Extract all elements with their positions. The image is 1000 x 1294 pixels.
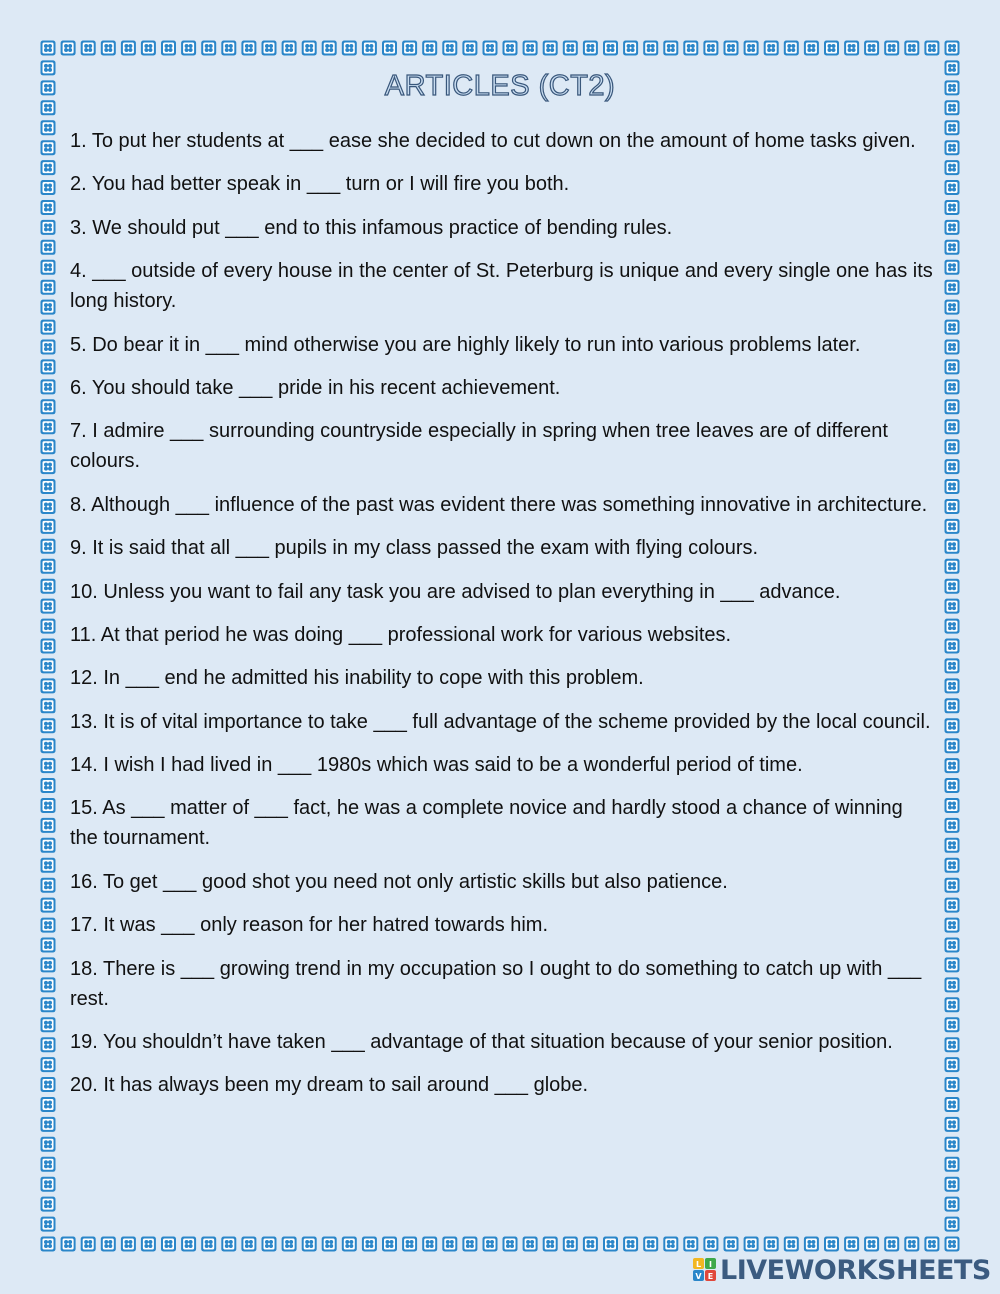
border-tile xyxy=(41,878,56,893)
border-tile xyxy=(282,41,297,56)
border-tile xyxy=(864,41,879,56)
border-tile xyxy=(41,539,56,554)
border-tile xyxy=(945,619,960,634)
border-tile xyxy=(221,41,236,56)
border-tile xyxy=(181,1237,196,1252)
question-item: 2. You had better speak in ___ turn or I will fire you both. xyxy=(70,173,570,196)
border-tile xyxy=(945,1217,960,1232)
border-tile xyxy=(422,41,437,56)
border-tile xyxy=(904,41,919,56)
border-tile xyxy=(945,957,960,972)
border-tile xyxy=(945,1197,960,1212)
border-tile xyxy=(945,1157,960,1172)
border-tile xyxy=(744,1237,759,1252)
question-item: 8. Although ___ influence of the past was evident there was something innovative in architecture. xyxy=(70,493,928,516)
border-tile xyxy=(784,1237,799,1252)
border-tile xyxy=(945,1237,960,1252)
border-tile xyxy=(41,918,56,933)
border-tile xyxy=(442,41,457,56)
border-tile xyxy=(402,1237,417,1252)
border-tile xyxy=(41,599,56,614)
border-tile xyxy=(422,1237,437,1252)
border-tile xyxy=(101,41,116,56)
question-item: 11. At that period he was doing ___ professional work for various websites. xyxy=(70,623,732,646)
border-tile xyxy=(945,698,960,713)
border-tile xyxy=(503,1237,518,1252)
question-item: 19. You shouldn’t have taken ___ advantage of that situation because of your senior position. xyxy=(70,1031,893,1054)
border-tile xyxy=(41,758,56,773)
border-tile xyxy=(41,639,56,654)
border-tile xyxy=(302,1237,317,1252)
border-tile xyxy=(945,878,960,893)
border-tile xyxy=(322,1237,337,1252)
question-item: 10. Unless you want to fail any task you are advised to plan everything in ___ advance. xyxy=(70,580,841,603)
border-tile xyxy=(945,280,960,295)
border-tile xyxy=(945,340,960,355)
question-item: 13. It is of vital importance to take ___ full advantage of the scheme provided by the local council. xyxy=(70,710,931,733)
question-item: 7. I admire ___ surrounding countryside especially in spring when tree leaves are of different colours. xyxy=(70,420,888,473)
border-tile xyxy=(523,41,538,56)
question-item: 12. In ___ end he admitted his inability to cope with this problem. xyxy=(70,667,644,690)
border-tile xyxy=(262,41,277,56)
border-tile xyxy=(342,1237,357,1252)
border-tile xyxy=(945,499,960,514)
border-tile xyxy=(201,1237,216,1252)
svg-text:L: L xyxy=(695,1260,702,1269)
border-tile xyxy=(804,1237,819,1252)
border-tile xyxy=(924,41,939,56)
border-tile xyxy=(483,41,498,56)
border-tile xyxy=(945,758,960,773)
border-tile xyxy=(904,1237,919,1252)
border-tile xyxy=(41,1237,56,1252)
border-tile xyxy=(342,41,357,56)
border-tile xyxy=(41,1017,56,1032)
border-tile xyxy=(41,479,56,494)
border-tile xyxy=(543,1237,558,1252)
border-tile xyxy=(442,1237,457,1252)
border-tile xyxy=(945,1177,960,1192)
question-list xyxy=(70,126,936,1114)
border-tile xyxy=(241,1237,256,1252)
border-tile xyxy=(41,1137,56,1152)
border-tile xyxy=(41,280,56,295)
border-tile xyxy=(945,260,960,275)
border-tile xyxy=(382,41,397,56)
logo-text: LIVEWORKSHEETS xyxy=(720,1254,991,1286)
border-tile xyxy=(503,41,518,56)
border-tile xyxy=(41,1097,56,1112)
border-tile xyxy=(945,1057,960,1072)
border-tile xyxy=(945,718,960,733)
border-tile xyxy=(945,658,960,673)
border-tile xyxy=(41,419,56,434)
border-tile xyxy=(41,698,56,713)
border-tile xyxy=(41,1057,56,1072)
border-tile xyxy=(563,1237,578,1252)
border-tile xyxy=(362,41,377,56)
svg-text:E: E xyxy=(707,1272,714,1281)
border-tile xyxy=(623,1237,638,1252)
border-tile xyxy=(945,41,960,56)
border-tile xyxy=(945,399,960,414)
border-tile xyxy=(945,1037,960,1052)
border-tile xyxy=(663,1237,678,1252)
border-tile xyxy=(844,41,859,56)
border-tile xyxy=(945,320,960,335)
question-item: 15. As ___ matter of ___ fact, he was a complete novice and hardly stood a chance of winning the tournament. xyxy=(70,797,903,850)
border-tile xyxy=(41,559,56,574)
border-tile xyxy=(41,838,56,853)
liveworksheets-logo[interactable] xyxy=(692,1255,991,1285)
question-item: 5. Do bear it in ___ mind otherwise you are highly likely to run into various problems later. xyxy=(70,333,861,356)
border-tile xyxy=(945,918,960,933)
border-tile xyxy=(945,419,960,434)
border-tile xyxy=(322,41,337,56)
border-tile xyxy=(945,997,960,1012)
border-tile xyxy=(945,479,960,494)
border-tile xyxy=(643,41,658,56)
border-tile xyxy=(844,1237,859,1252)
border-tile xyxy=(764,41,779,56)
border-tile xyxy=(41,200,56,215)
border-tile xyxy=(41,320,56,335)
border-tile xyxy=(81,1237,96,1252)
border-tile xyxy=(41,738,56,753)
border-tile xyxy=(41,379,56,394)
svg-text:I: I xyxy=(709,1260,712,1269)
border-tile xyxy=(683,41,698,56)
border-tile xyxy=(945,180,960,195)
border-tile xyxy=(41,519,56,534)
border-tile xyxy=(804,41,819,56)
question-item: 1. To put her students at ___ ease she decided to cut down on the amount of home tasks given. xyxy=(70,130,916,152)
border-tile xyxy=(945,798,960,813)
border-tile xyxy=(41,658,56,673)
border-tile xyxy=(603,1237,618,1252)
question-item: 14. I wish I had lived in ___ 1980s which was said to be a wonderful period of time. xyxy=(70,754,803,777)
border-tile xyxy=(41,997,56,1012)
border-tile xyxy=(784,41,799,56)
border-tile xyxy=(945,938,960,953)
border-tile xyxy=(41,240,56,255)
border-tile xyxy=(41,1037,56,1052)
question-item: 3. We should put ___ end to this infamous practice of bending rules. xyxy=(70,216,673,239)
border-tile xyxy=(924,1237,939,1252)
question-item: 20. It has always been my dream to sail around ___ globe. xyxy=(70,1074,589,1097)
border-tile xyxy=(41,459,56,474)
svg-text:V: V xyxy=(695,1272,702,1281)
border-tile xyxy=(121,41,136,56)
border-tile xyxy=(41,1177,56,1192)
border-tile xyxy=(41,818,56,833)
border-tile xyxy=(41,678,56,693)
border-tile xyxy=(563,41,578,56)
border-tile xyxy=(41,160,56,175)
border-tile xyxy=(945,977,960,992)
border-tile xyxy=(41,41,56,56)
border-tile xyxy=(945,818,960,833)
border-tile xyxy=(81,41,96,56)
border-tile xyxy=(41,399,56,414)
border-tile xyxy=(945,898,960,913)
border-tile xyxy=(121,1237,136,1252)
border-tile xyxy=(543,41,558,56)
border-tile xyxy=(41,898,56,913)
border-tile xyxy=(41,140,56,155)
border-tile xyxy=(945,559,960,574)
border-tile xyxy=(945,140,960,155)
border-tile xyxy=(41,300,56,315)
border-tile xyxy=(41,1157,56,1172)
border-tile xyxy=(724,1237,739,1252)
border-tile xyxy=(945,359,960,374)
border-tile xyxy=(945,1097,960,1112)
border-tile xyxy=(945,858,960,873)
border-tile xyxy=(141,1237,156,1252)
border-tile xyxy=(41,1217,56,1232)
border-tile xyxy=(302,41,317,56)
border-tile xyxy=(221,1237,236,1252)
border-tile xyxy=(884,41,899,56)
border-tile xyxy=(241,41,256,56)
border-tile xyxy=(402,41,417,56)
border-tile xyxy=(41,120,56,135)
question-item: 17. It was ___ only reason for her hatred towards him. xyxy=(70,914,549,937)
border-tile xyxy=(945,1117,960,1132)
border-tile xyxy=(824,41,839,56)
border-tile xyxy=(945,240,960,255)
border-tile xyxy=(945,220,960,235)
border-tile xyxy=(462,1237,477,1252)
border-tile xyxy=(824,1237,839,1252)
question-item: 18. There is ___ growing trend in my occupation so I ought to do something to catch up with ___ rest. xyxy=(70,957,922,1010)
border-tile xyxy=(945,200,960,215)
border-tile xyxy=(41,1197,56,1212)
border-tile xyxy=(382,1237,397,1252)
border-tile xyxy=(41,1117,56,1132)
border-tile xyxy=(945,678,960,693)
question-item: 4. ___ outside of every house in the center of St. Peterburg is unique and every single one has its long history. xyxy=(70,260,933,313)
border-tile xyxy=(41,938,56,953)
border-tile xyxy=(945,639,960,654)
border-tile xyxy=(764,1237,779,1252)
border-tile xyxy=(603,41,618,56)
border-tile xyxy=(41,260,56,275)
border-tile xyxy=(41,619,56,634)
question-item: 16. To get ___ good shot you need not only artistic skills but also patience. xyxy=(70,870,728,893)
border-tile xyxy=(41,778,56,793)
border-tile xyxy=(101,1237,116,1252)
border-tile xyxy=(201,41,216,56)
border-tile xyxy=(282,1237,297,1252)
border-tile xyxy=(41,798,56,813)
border-tile xyxy=(945,778,960,793)
border-tile xyxy=(663,41,678,56)
border-tile xyxy=(41,957,56,972)
border-tile xyxy=(262,1237,277,1252)
question-item: 6. You should take ___ pride in his recent achievement. xyxy=(70,376,561,399)
border-tile xyxy=(945,300,960,315)
border-tile xyxy=(41,439,56,454)
border-tile xyxy=(41,718,56,733)
border-tile xyxy=(41,220,56,235)
border-tile xyxy=(945,1077,960,1092)
border-tile xyxy=(945,738,960,753)
border-tile xyxy=(141,41,156,56)
border-tile xyxy=(41,499,56,514)
border-tile xyxy=(362,1237,377,1252)
border-tile xyxy=(61,1237,76,1252)
border-tile xyxy=(41,359,56,374)
border-tile xyxy=(945,160,960,175)
border-tile xyxy=(864,1237,879,1252)
border-tile xyxy=(41,1077,56,1092)
border-tile xyxy=(945,599,960,614)
border-tile xyxy=(945,1017,960,1032)
border-tile xyxy=(523,1237,538,1252)
border-tile xyxy=(884,1237,899,1252)
border-tile xyxy=(41,579,56,594)
border-tile xyxy=(41,180,56,195)
border-tile xyxy=(583,41,598,56)
border-tile xyxy=(41,977,56,992)
border-tile xyxy=(483,1237,498,1252)
border-tile xyxy=(462,41,477,56)
border-tile xyxy=(583,1237,598,1252)
border-tile xyxy=(945,838,960,853)
border-tile xyxy=(945,539,960,554)
border-tile xyxy=(181,41,196,56)
border-tile xyxy=(945,439,960,454)
border-tile xyxy=(744,41,759,56)
question-item: 9. It is said that all ___ pupils in my class passed the exam with flying colours. xyxy=(70,537,759,560)
border-tile xyxy=(945,1137,960,1152)
border-tile xyxy=(61,41,76,56)
border-tile xyxy=(703,41,718,56)
page-title: ARTICLES (CT2) xyxy=(384,70,616,102)
border-tile xyxy=(41,340,56,355)
border-tile xyxy=(161,41,176,56)
border-tile xyxy=(945,379,960,394)
border-tile xyxy=(724,41,739,56)
border-tile xyxy=(945,519,960,534)
border-tile xyxy=(945,579,960,594)
border-tile xyxy=(683,1237,698,1252)
border-tile xyxy=(703,1237,718,1252)
border-tile xyxy=(41,858,56,873)
live-badge-icon xyxy=(692,1257,718,1283)
border-tile xyxy=(623,41,638,56)
border-tile xyxy=(945,459,960,474)
border-tile xyxy=(161,1237,176,1252)
border-tile xyxy=(945,120,960,135)
border-tile xyxy=(643,1237,658,1252)
